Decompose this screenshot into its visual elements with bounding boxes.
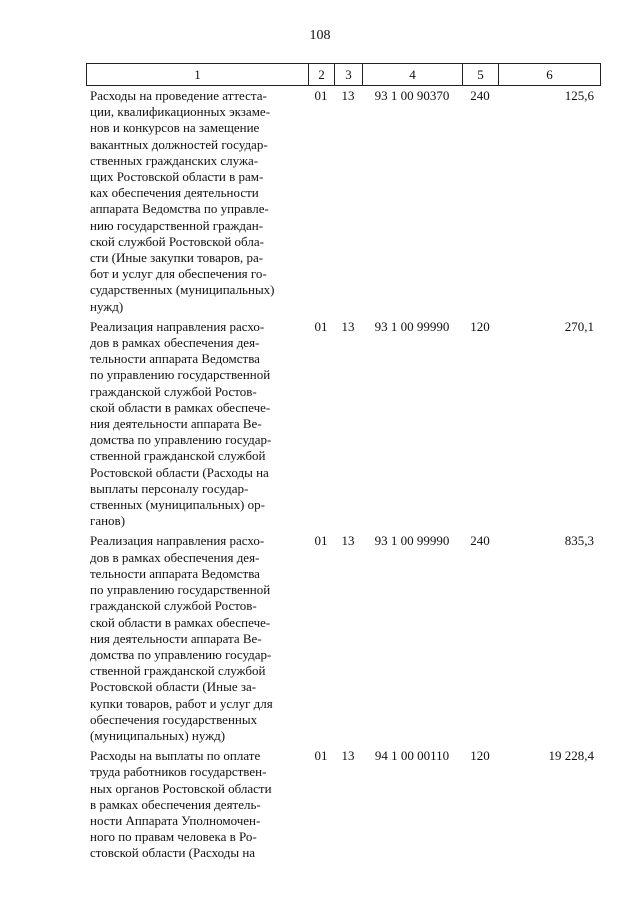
column-header-6: 6: [499, 64, 601, 86]
row-target-code: 93 1 00 99990: [374, 318, 450, 334]
column-header-2: 2: [309, 64, 335, 86]
column-header-5: 5: [463, 64, 499, 86]
table-row: [86, 88, 600, 315]
row-section: 01: [314, 318, 328, 334]
row-description: Реализация направления расхо- дов в рамках обеспечения дея- тельности аппарата Ведомства по управлению государственной гражданской службой Ростов- ской области в рамках обеспече- ния деятельности аппарата Ве- домства по управлению государ- ственной гражданской службой Ростовской области (Иные за- купки товаров, работ и услуг для обеспечения государственных (муниципальных) нужд): [90, 533, 273, 743]
column-header-table: [86, 63, 601, 86]
table-row: [86, 319, 600, 530]
row-section: 01: [314, 88, 328, 103]
row-expense-type: 240: [470, 88, 490, 103]
row-amount: 270,1: [564, 318, 594, 334]
row-expense-type: 120: [470, 748, 490, 764]
row-amount: 19 228,4: [548, 748, 594, 764]
page-number: 108: [309, 28, 331, 43]
row-description: Реализация направления расхо- дов в рамках обеспечения дея- тельности аппарата Ведомства по управлению государственной гражданской службой Ростов- ской области в рамках обеспече- ния деятельности аппарата Ве- домства по управлению государ- ственной гражданской службой Ростовской области (Расходы на выплаты персоналу государ- ственных (муниципальных) ор- ганов): [90, 318, 272, 529]
row-subsection: 13: [341, 748, 355, 764]
row-description: Расходы на проведение аттеста- ции, квалификационных экзаме- нов и конкурсов на замещение вакантных должностей государ- ственных гражданских служа- щих Ростовской области в рам- ках обеспечения деятельности аппарата Ведомства по управле- нию государственной граждан- ской службой Ростовской обла- сти (Иные закупки товаров, ра- бот и услуг для обеспечения го- сударственных (муниципальных) нужд): [90, 88, 275, 314]
row-subsection: 13: [341, 533, 355, 549]
row-section: 01: [314, 748, 328, 764]
table-row: [86, 748, 600, 861]
row-target-code: 93 1 00 90370: [374, 88, 450, 103]
row-target-code: 93 1 00 99990: [374, 533, 450, 549]
row-description: Расходы на выплаты по оплате труда работников государствен- ных органов Ростовской области в рамках обеспечения деятель- ности Аппарата Уполномочен- ного по правам человека в Ро- стовской области (Расходы на: [90, 748, 272, 861]
table-row: [86, 533, 600, 744]
row-amount: 125,6: [564, 88, 594, 103]
row-subsection: 13: [341, 318, 355, 334]
column-header-row: [87, 64, 601, 86]
row-amount: 835,3: [564, 533, 594, 549]
row-expense-type: 120: [470, 318, 490, 334]
table-body: [86, 88, 600, 862]
row-expense-type: 240: [470, 533, 490, 549]
row-subsection: 13: [341, 88, 355, 103]
column-header-1: 1: [87, 64, 309, 86]
row-section: 01: [314, 533, 328, 549]
row-target-code: 94 1 00 00110: [374, 748, 450, 764]
column-header-4: 4: [363, 64, 463, 86]
column-header-3: 3: [335, 64, 363, 86]
